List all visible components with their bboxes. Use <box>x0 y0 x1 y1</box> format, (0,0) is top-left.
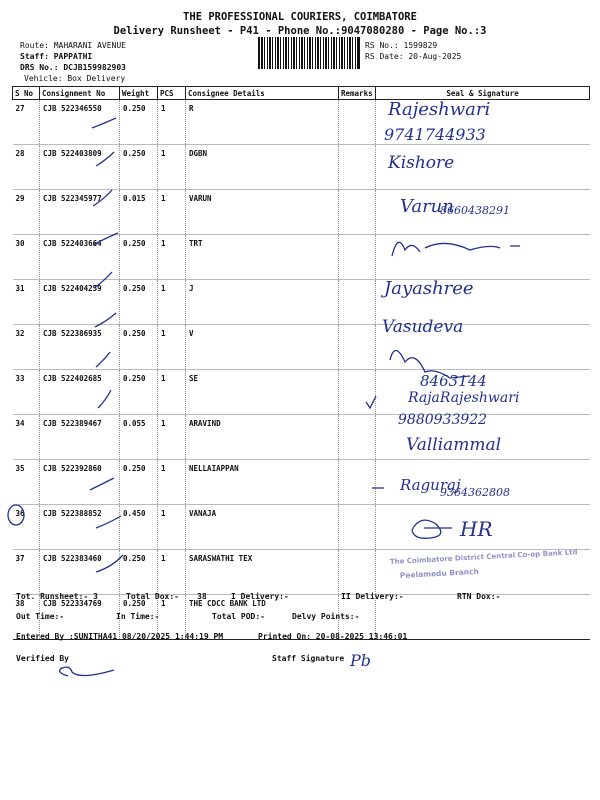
runsheet-subtitle: Delivery Runsheet - P41 - Phone No.:9047080280 - Page No.:3 <box>113 25 487 37</box>
cell-weight: 0.250 <box>120 550 158 595</box>
cell-consignment: CJB 522389467 <box>40 415 120 460</box>
entered-by: Entered By :SUNITHA41 08/20/2025 1:44:19 PM <box>16 632 224 641</box>
tick-33 <box>96 352 110 367</box>
tick-38 <box>96 555 123 572</box>
cell-pcs: 1 <box>158 100 186 145</box>
sig-27a: Rajeshwari <box>388 99 491 120</box>
cell-consignment: CJB 522388852 <box>40 505 120 550</box>
cell-consignment: CJB 522403809 <box>40 145 120 190</box>
col-consignment: Consignment No <box>40 87 120 100</box>
vehicle-label: Vehicle: Box Delivery <box>24 74 126 83</box>
cell-consignee: SE <box>186 370 339 415</box>
cell-consignee: V <box>186 325 339 370</box>
cell-weight: 0.055 <box>120 415 158 460</box>
cell-consignment: CJB 522402685 <box>40 370 120 415</box>
cell-weight: 0.450 <box>120 505 158 550</box>
cell-consignee: SARASWATHI TEX <box>186 550 339 595</box>
cell-consignment: CJB 522403664 <box>40 235 120 280</box>
cell-consignment: CJB 522346550 <box>40 100 120 145</box>
sig-29a: Varun <box>400 196 454 217</box>
staff-signature-label: Staff Signature <box>272 654 345 663</box>
tick-37 <box>96 516 121 528</box>
sig-35: Valliammal <box>406 435 502 455</box>
delvy-points: Delvy Points:- <box>292 612 360 621</box>
tick-27 <box>92 118 116 128</box>
cell-weight: 0.250 <box>120 370 158 415</box>
tick-32 <box>95 313 116 327</box>
drs-label: DRS No.: DCJB159982903 <box>20 63 126 72</box>
route-label: Route: MAHARANI AVENUE <box>20 41 126 50</box>
cell-sno: 30 <box>13 235 40 280</box>
cell-pcs: 1 <box>158 370 186 415</box>
cell-sno: 37 <box>13 550 40 595</box>
cell-consignee: THE CDCC BANK LTD <box>186 595 339 640</box>
cell-consignment: CJB 522334769 <box>40 595 120 640</box>
cell-sno: 28 <box>13 145 40 190</box>
cell-consignee: DGBN <box>186 145 339 190</box>
sig-28: Kishore <box>388 153 455 173</box>
sig-33: 8463144 <box>420 372 487 390</box>
cell-pcs: 1 <box>158 550 186 595</box>
cell-weight: 0.250 <box>120 460 158 505</box>
stamp-line2: Peelamedu Branch <box>399 566 480 580</box>
cell-consignee: VANAJA <box>186 505 339 550</box>
cell-consignment: CJB 522404259 <box>40 280 120 325</box>
sig-36b: 9364362808 <box>440 486 510 499</box>
cell-consignee: R <box>186 100 339 145</box>
cell-consignment: CJB 522392860 <box>40 460 120 505</box>
cell-sno: 31 <box>13 280 40 325</box>
cell-pcs: 1 <box>158 325 186 370</box>
col-remarks: Remarks <box>339 87 376 100</box>
circle-37 <box>8 505 24 525</box>
in-time: In Time:- <box>116 612 160 621</box>
sig-29b: 8660438291 <box>440 204 510 217</box>
cell-consignee: TRT <box>186 235 339 280</box>
cell-pcs: 1 <box>158 235 186 280</box>
tick-30 <box>93 233 118 245</box>
sig-34a: RajaRajeshwari <box>408 390 520 406</box>
tick-28 <box>96 152 114 166</box>
company-title: THE PROFESSIONAL COURIERS, COIMBATORE <box>183 11 417 23</box>
cell-consignment: CJB 522386935 <box>40 325 120 370</box>
total-pod: Total POD:- <box>212 612 265 621</box>
sig-37-loop <box>412 520 452 538</box>
sig-34b: 9880933922 <box>398 412 488 428</box>
cell-pcs: 1 <box>158 460 186 505</box>
cell-weight: 0.250 <box>120 280 158 325</box>
cell-consignee: ARAVIND <box>186 415 339 460</box>
tick-31 <box>94 272 112 288</box>
sig-30 <box>392 242 520 256</box>
rtn-dox: RTN Dox:- <box>457 592 501 601</box>
total-dox-label: Total Dox:- <box>126 592 179 601</box>
col-signature: Seal & Signature <box>376 87 590 100</box>
verified-by-signature <box>60 667 114 676</box>
sig-32: Vasudeva <box>382 317 464 337</box>
col-weight: Weight <box>120 87 158 100</box>
cell-sno: 35 <box>13 460 40 505</box>
cell-sno: 27 <box>13 100 40 145</box>
rs-no-label: RS No.: 1599829 <box>365 41 438 50</box>
tot-runsheet: Tot. Runsheet:- 3 <box>16 592 98 601</box>
ii-delivery: II Delivery:- <box>341 592 404 601</box>
cell-pcs: 1 <box>158 595 186 640</box>
tick-29 <box>93 190 112 206</box>
sig-27b: 9741744933 <box>384 125 486 144</box>
cell-sno: 29 <box>13 190 40 235</box>
cell-weight: 0.250 <box>120 235 158 280</box>
verified-by-label: Verified By <box>16 654 69 663</box>
col-consignee: Consignee Details <box>186 87 339 100</box>
cell-weight: 0.015 <box>120 190 158 235</box>
tick-36 <box>90 478 114 490</box>
cell-consignee: J <box>186 280 339 325</box>
col-sno: S No <box>13 87 40 100</box>
rs-date-label: RS Date: 20-Aug-2025 <box>365 52 462 61</box>
i-delivery: I Delivery:- <box>231 592 289 601</box>
cell-weight: 0.250 <box>120 145 158 190</box>
sig-37: HR <box>460 517 493 541</box>
cell-pcs: 1 <box>158 145 186 190</box>
tick-34 <box>98 390 111 408</box>
cell-pcs: 1 <box>158 415 186 460</box>
printed-on: Printed On: 20-08-2025 13:46:01 <box>258 632 408 641</box>
cell-pcs: 1 <box>158 280 186 325</box>
cell-consignee: VARUN <box>186 190 339 235</box>
cell-sno: 38 <box>13 595 40 640</box>
cell-weight: 0.250 <box>120 100 158 145</box>
total-dox-value: 38 <box>197 592 207 601</box>
stamp-line1: The Coimbatore District Central Co-op Bank Ltd <box>389 548 578 566</box>
cell-sno: 36 <box>13 505 40 550</box>
cell-sno: 33 <box>13 370 40 415</box>
staff-signature-mark: Pb <box>350 651 372 670</box>
cell-sno: 32 <box>13 325 40 370</box>
cell-consignee: NELLAIAPPAN <box>186 460 339 505</box>
cell-weight: 0.250 <box>120 325 158 370</box>
cell-sno: 34 <box>13 415 40 460</box>
staff-label: Staff: PAPPATHI <box>20 52 93 61</box>
cell-pcs: 1 <box>158 505 186 550</box>
cell-pcs: 1 <box>158 190 186 235</box>
sig-36a: Raguraj <box>400 476 461 494</box>
sig-31: Jayashree <box>384 278 474 299</box>
cell-consignment: CJB 522383460 <box>40 550 120 595</box>
out-time: Out Time:- <box>16 612 65 621</box>
mark-34 <box>366 396 376 408</box>
cell-weight: 0.250 <box>120 595 158 640</box>
col-pcs: PCS <box>158 87 186 100</box>
cell-consignment: CJB 522345977 <box>40 190 120 235</box>
